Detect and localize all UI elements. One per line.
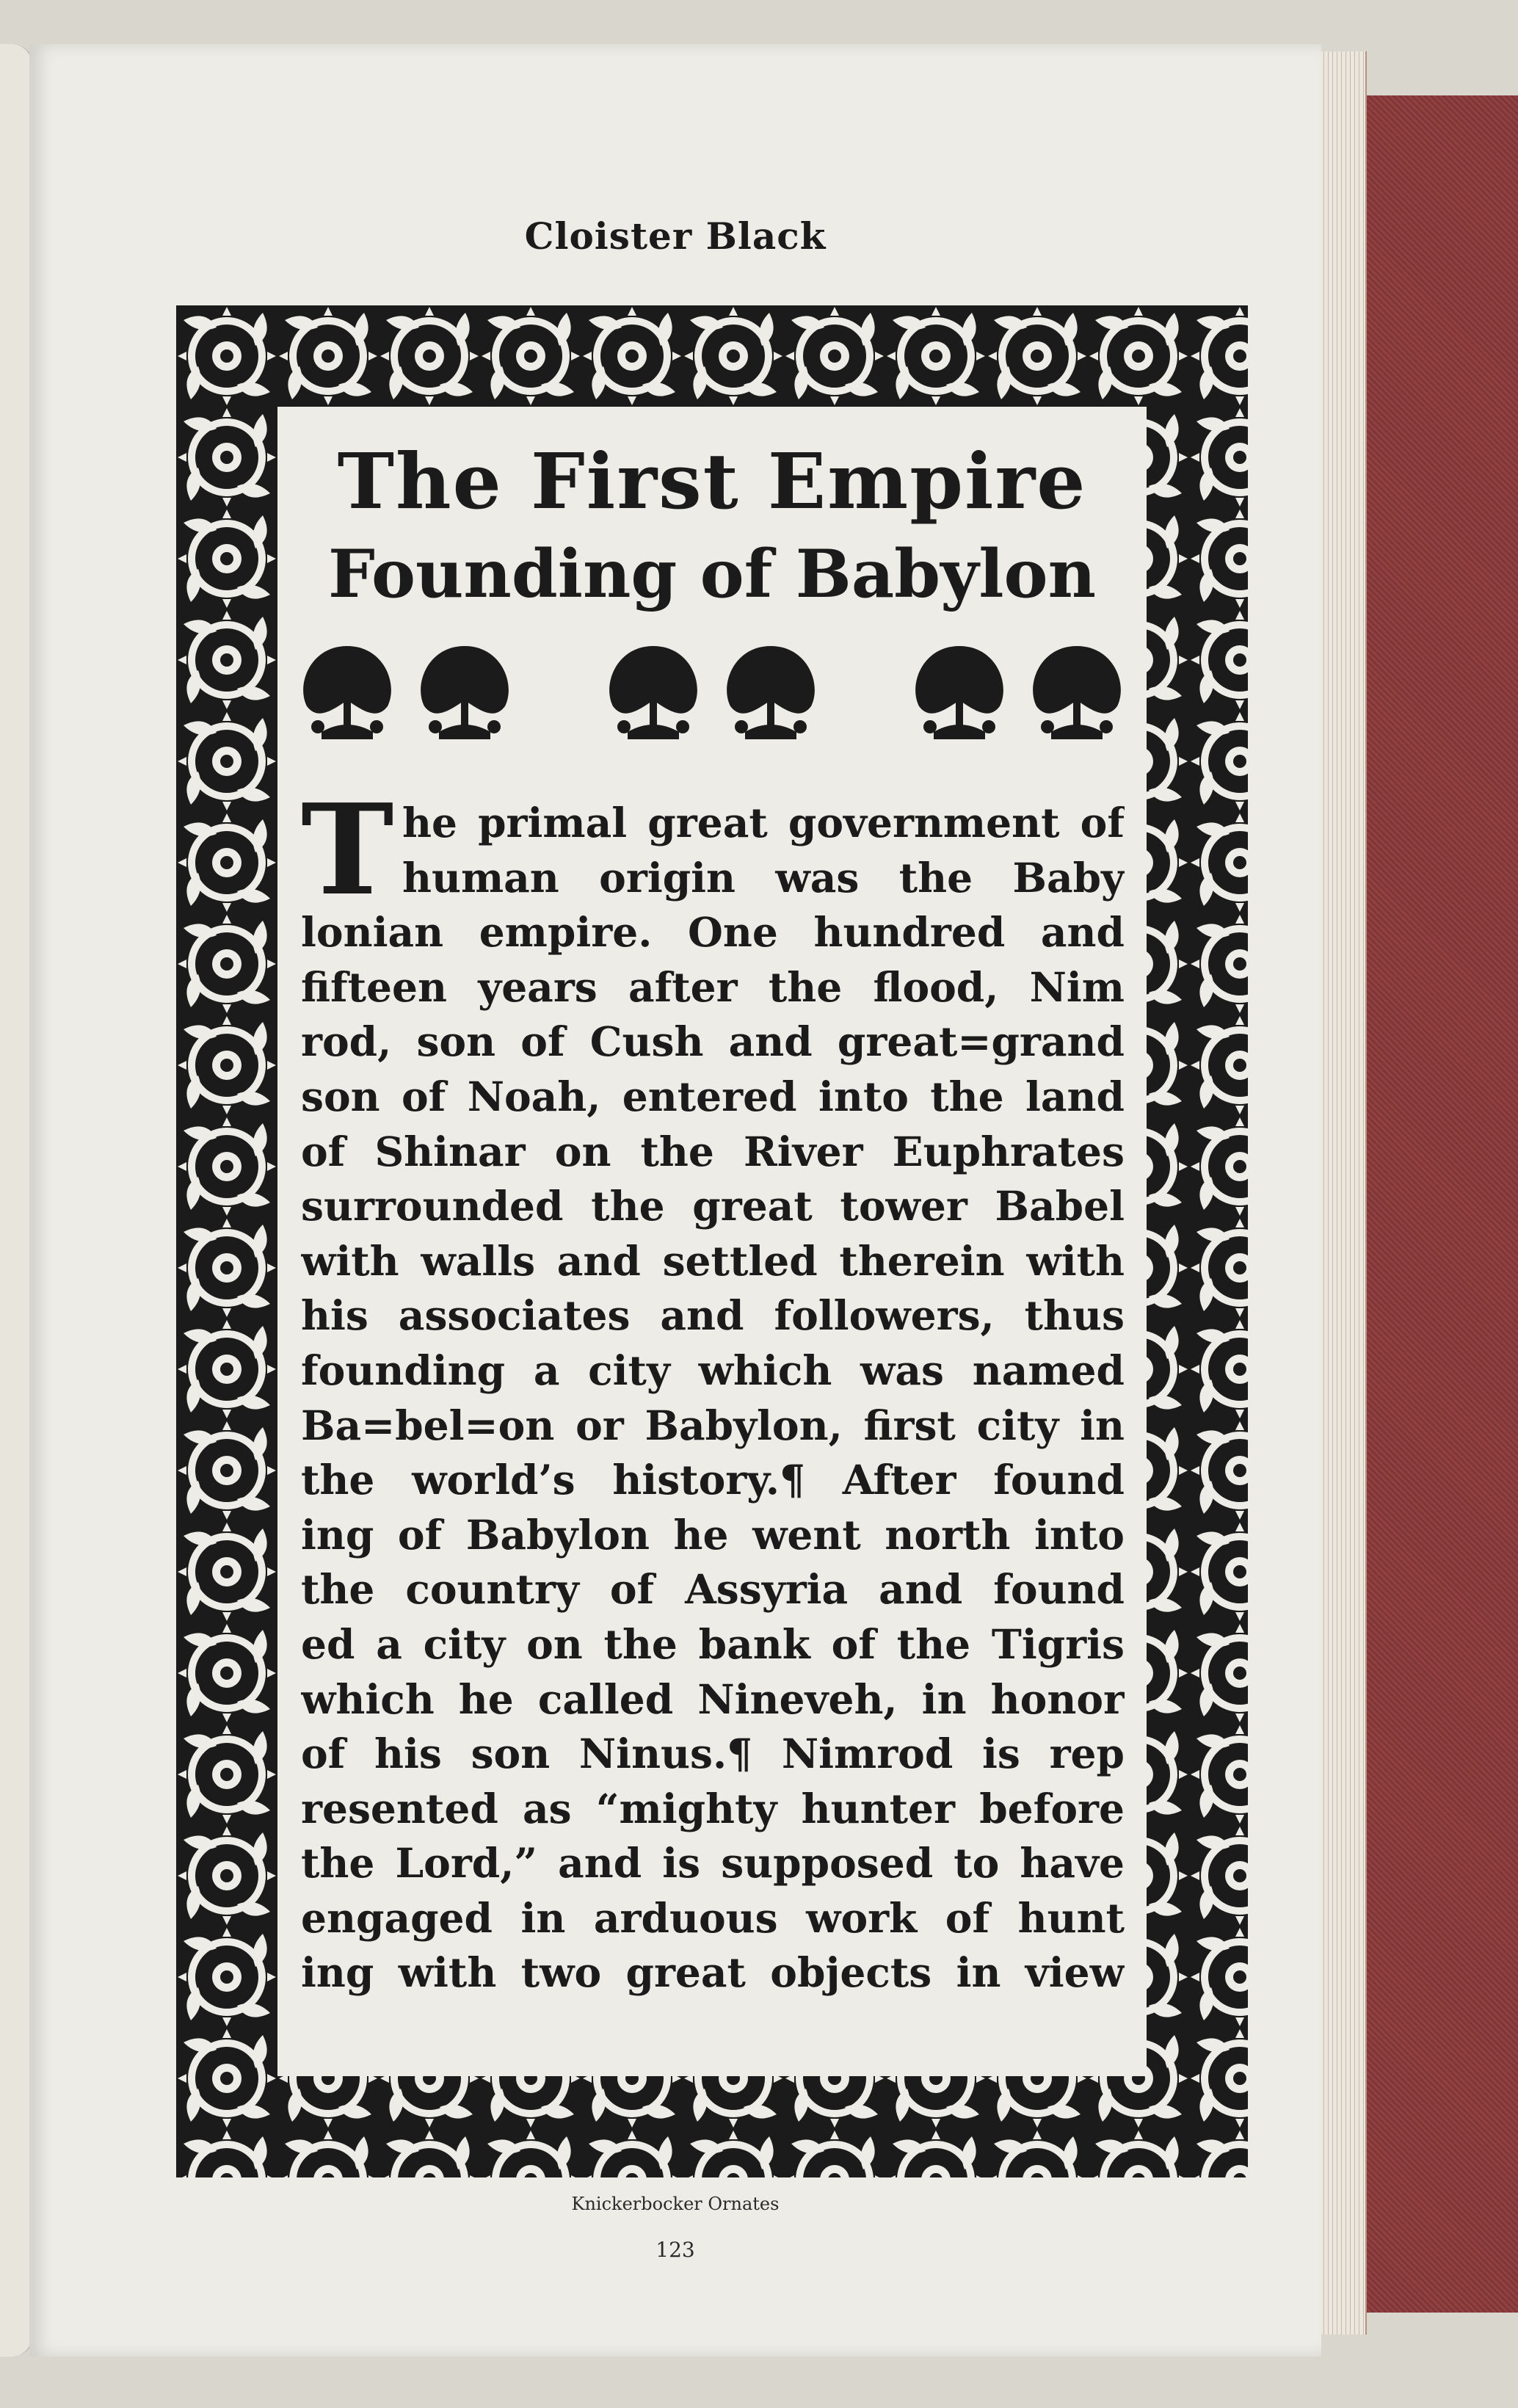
tree-ornament-icon <box>904 640 1014 750</box>
body-line: resented as “mighty hunter before <box>301 1784 1125 1832</box>
body-line: ing of Babylon he went north into <box>301 1510 1125 1559</box>
tree-ornament-pair <box>598 640 826 750</box>
page-title: The First Empire <box>337 436 1087 526</box>
drop-cap: T <box>301 777 394 924</box>
body-line: ed a city on the bank of the Tigris <box>301 1620 1125 1668</box>
body-line: Ba=bel=on or Babylon, first city in <box>301 1401 1125 1449</box>
tree-ornament-pair <box>904 640 1132 750</box>
body-line: rod, son of Cush and great=grand <box>301 1018 1125 1066</box>
body-line: human origin was the Baby <box>402 853 1125 902</box>
body-line: ing with two great objects in view <box>301 1948 1125 1997</box>
body-line: fifteen years after the flood, Nim <box>301 962 1125 1011</box>
tree-ornament-row <box>292 640 1132 750</box>
body-line: lonian empire. One hundred and <box>301 908 1125 957</box>
body-line: with walls and settled therein with <box>301 1236 1125 1285</box>
page-subtitle: Founding of Babylon <box>327 535 1097 613</box>
body-line: his associates and followers, thus <box>301 1291 1125 1340</box>
body-line: the country of Assyria and found <box>301 1565 1125 1614</box>
body-line: surrounded the great tower Babel <box>301 1182 1125 1230</box>
body-line: which he called Nineveh, in honor <box>301 1675 1125 1723</box>
body-line: founding a city which was named <box>301 1346 1125 1394</box>
page-number: 123 <box>656 2238 695 2262</box>
footer-caption: Knickerbocker Ornates <box>571 2194 780 2214</box>
body-text <box>301 777 1125 2001</box>
body-line: of Shinar on the River Euphrates <box>301 1127 1125 1175</box>
running-head: Cloister Black <box>524 214 827 258</box>
tree-ornament-icon <box>716 640 826 750</box>
tree-ornament-icon <box>598 640 708 750</box>
book-page <box>29 44 1321 2357</box>
tree-ornament-icon <box>292 640 402 750</box>
body-line: the Lord,” and is supposed to have <box>301 1839 1125 1887</box>
text-panel <box>277 407 1147 2076</box>
body-line: son of Noah, entered into the land <box>301 1072 1125 1120</box>
body-line: of his son Ninus.¶ Nimrod is rep <box>301 1730 1125 1778</box>
body-line: engaged in arduous work of hunt <box>301 1893 1125 1942</box>
body-line: the world’s history.¶ After found <box>301 1456 1125 1504</box>
tree-ornament-icon <box>1022 640 1132 750</box>
tree-ornament-pair <box>292 640 520 750</box>
body-line: he primal great government of <box>402 799 1125 846</box>
ornamental-border <box>176 305 1248 2177</box>
tree-ornament-icon <box>410 640 520 750</box>
